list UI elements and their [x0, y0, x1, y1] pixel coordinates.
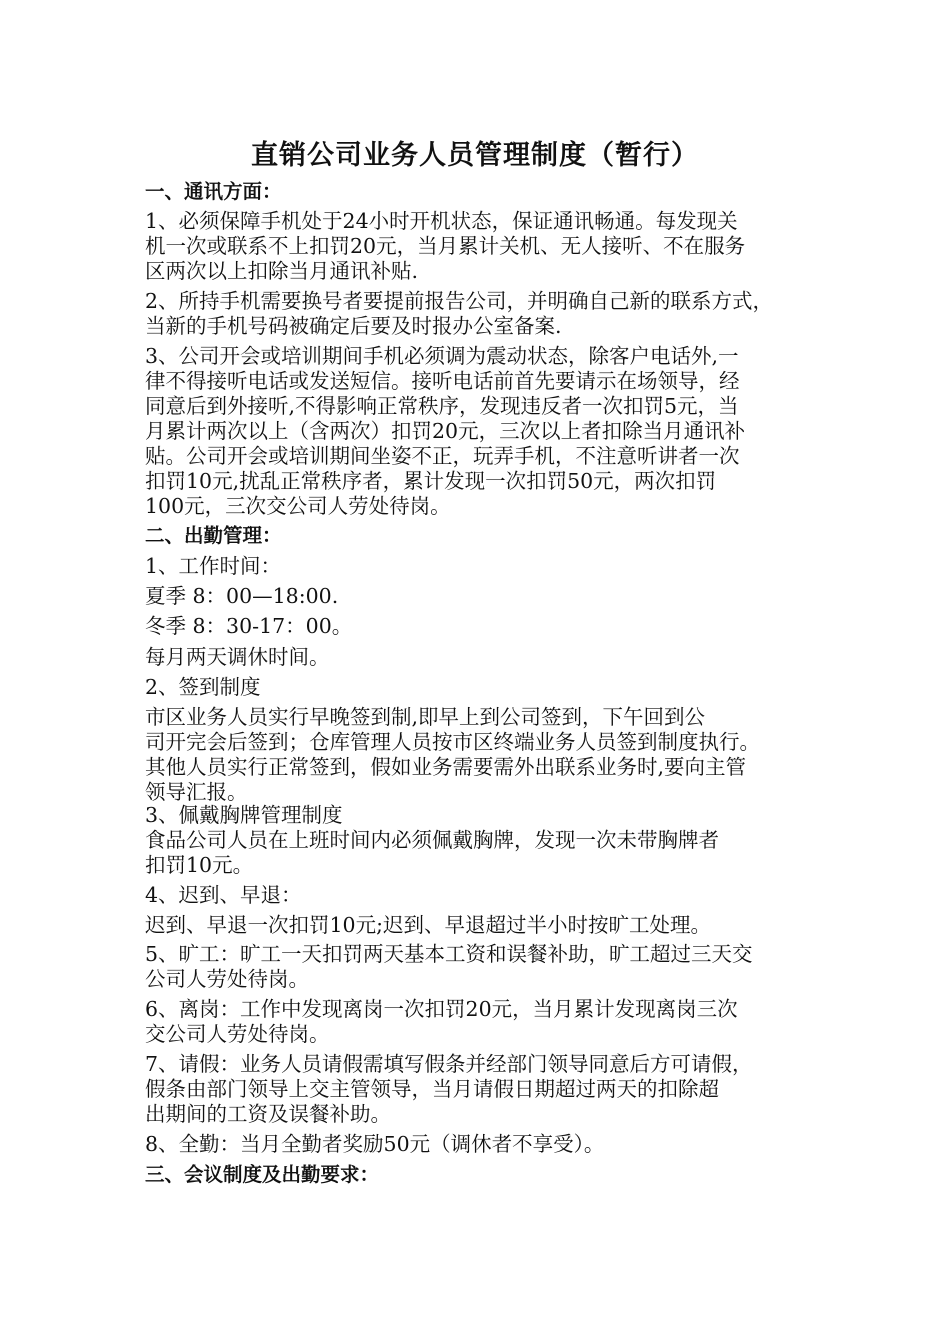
section-heading-attendance: 二、出勤管理： — [145, 524, 282, 547]
paragraph-line: 8、全勤：当月全勤者奖励50元（调休者不享受）。 — [145, 1132, 605, 1156]
paragraph-line: 律不得接听电话或发送短信。接听电话前首先要请示在场领导，经 — [145, 369, 740, 393]
paragraph-line: 2、签到制度 — [145, 675, 261, 699]
paragraph-line: 其他人员实行正常签到，假如业务需要需外出联系业务时,要向主管 — [145, 755, 747, 779]
paragraph-line: 3、佩戴胸牌管理制度 — [145, 803, 343, 827]
paragraph-line: 扣罚10元。 — [145, 853, 254, 877]
paragraph-line: 1、工作时间： — [145, 554, 282, 578]
paragraph-line: 司开完会后签到；仓库管理人员按市区终端业务人员签到制度执行。 — [145, 730, 760, 754]
paragraph-line: 6、离岗：工作中发现离岗一次扣罚20元，当月累计发现离岗三次 — [145, 997, 738, 1021]
paragraph-line: 迟到、早退一次扣罚10元;迟到、早退超过半小时按旷工处理。 — [145, 913, 711, 937]
paragraph-line: 每月两天调休时间。 — [145, 645, 330, 669]
paragraph-line: 出期间的工资及误餐补助。 — [145, 1102, 391, 1126]
paragraph-line: 同意后到外接听,不得影响正常秩序，发现违反者一次扣罚5元，当 — [145, 394, 739, 418]
paragraph-line: 夏季 8：00—18:00. — [145, 584, 339, 608]
paragraph-line: 市区业务人员实行早晚签到制,即早上到公司签到，下午回到公 — [145, 705, 706, 729]
section-heading-communication: 一、通讯方面： — [145, 180, 282, 203]
paragraph-line: 交公司人劳处待岗。 — [145, 1022, 330, 1046]
paragraph-line: 3、公司开会或培训期间手机必须调为震动状态，除客户电话外,一 — [145, 344, 739, 368]
paragraph-line: 100元，三次交公司人劳处待岗。 — [145, 494, 451, 518]
paragraph-line: 5、旷工：旷工一天扣罚两天基本工资和误餐补助，旷工超过三天交 — [145, 942, 753, 966]
paragraph-line: 当新的手机号码被确定后要及时报办公室备案. — [145, 314, 562, 338]
paragraph-line: 7、请假：业务人员请假需填写假条并经部门领导同意后方可请假， — [145, 1052, 753, 1076]
paragraph-line: 扣罚10元,扰乱正常秩序者，累计发现一次扣罚50元，两次扣罚 — [145, 469, 717, 493]
paragraph-line: 机一次或联系不上扣罚20元，当月累计关机、无人接听、不在服务 — [145, 234, 746, 258]
paragraph-line: 月累计两次以上（含两次）扣罚20元，三次以上者扣除当月通讯补 — [145, 419, 746, 443]
paragraph-line: 公司人劳处待岗。 — [145, 967, 309, 991]
section-heading-meetings: 三、会议制度及出勤要求： — [145, 1163, 380, 1186]
paragraph-line: 区两次以上扣除当月通讯补贴. — [145, 259, 419, 283]
paragraph-line: 假条由部门领导上交主管领导，当月请假日期超过两天的扣除超 — [145, 1077, 719, 1101]
paragraph-line: 4、迟到、早退： — [145, 883, 302, 907]
paragraph-line: 领导汇报。 — [145, 780, 248, 804]
paragraph-line: 2、所持手机需要换号者要提前报告公司，并明确自己新的联系方式， — [145, 289, 774, 313]
paragraph-line: 冬季 8：30-17：00。 — [145, 614, 353, 638]
paragraph-line: 食品公司人员在上班时间内必须佩戴胸牌，发现一次未带胸牌者 — [145, 828, 719, 852]
document-title: 直销公司业务人员管理制度（暂行） — [251, 140, 699, 171]
paragraph-line: 贴。公司开会或培训期间坐姿不正，玩弄手机，不注意听讲者一次 — [145, 444, 740, 468]
paragraph-line: 1、必须保障手机处于24小时开机状态，保证通讯畅通。每发现关 — [145, 209, 738, 233]
